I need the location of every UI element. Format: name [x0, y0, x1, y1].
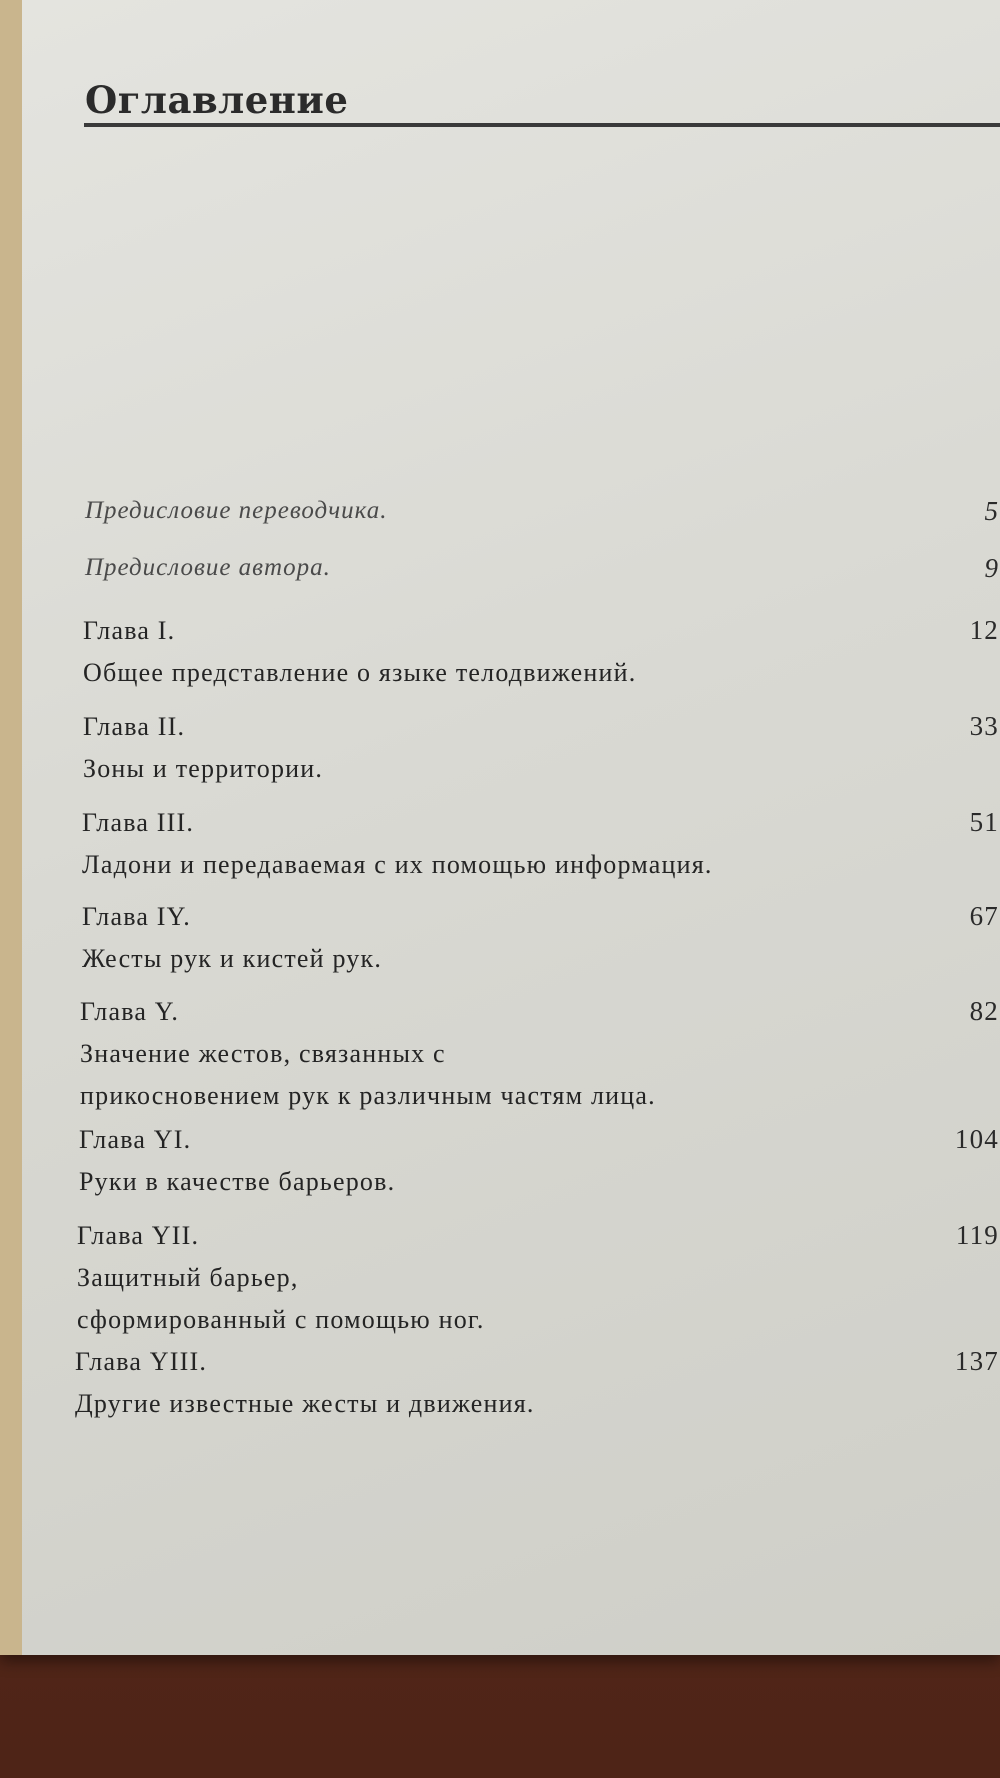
toc-entry-chapter-7[interactable] [74, 1215, 999, 1341]
chapter-title-line: сформированный с помощью ног. [77, 1305, 485, 1334]
chapter-title: Ладони и передаваемая с их помощью информация. [82, 850, 713, 879]
chapter-title: Зоны и территории. [83, 754, 324, 783]
chapter-title-line: Значение жестов, связанных с [80, 1039, 446, 1068]
title-underline [84, 123, 1000, 127]
chapter-label: Глава III. [82, 808, 195, 837]
toc-page-number: 67 [969, 901, 999, 931]
toc-entry-chapter-4[interactable] [74, 896, 999, 991]
toc-entry-chapter-1[interactable] [74, 610, 999, 706]
toc-page-number: 12 [969, 615, 999, 645]
toc-entry-translator-preface[interactable] [74, 496, 999, 553]
chapter-label: Глава I. [83, 616, 176, 645]
toc-page-number: 104 [954, 1124, 999, 1154]
chapter-label: Глава IY. [82, 902, 191, 931]
toc-page-number: 137 [954, 1346, 999, 1376]
toc-page-number: 119 [955, 1220, 999, 1250]
toc-page-number: 82 [969, 996, 999, 1026]
chapter-title: Другие известные жесты и движения. [75, 1389, 535, 1418]
chapter-title-line: прикосновением рук к различным частям лица. [80, 1081, 656, 1110]
toc-page-number: 9 [984, 553, 999, 583]
chapter-label: Глава II. [83, 712, 186, 741]
chapter-title: Руки в качестве барьеров. [79, 1167, 396, 1196]
chapter-title: Жесты рук и кистей рук. [82, 944, 383, 973]
chapter-title: Общее представление о языке телодвижений. [83, 658, 637, 687]
chapter-label: Глава Y. [80, 997, 180, 1026]
toc-entry-chapter-3[interactable] [74, 802, 999, 896]
chapter-label: Глава YI. [79, 1125, 192, 1154]
chapter-label: Глава YII. [77, 1221, 200, 1250]
toc-entry-title: Предисловие автора. [85, 554, 331, 581]
toc-entry-author-preface[interactable] [74, 553, 999, 610]
table-of-contents [74, 496, 999, 1431]
toc-page-number: 51 [969, 807, 999, 837]
toc-page-number: 33 [969, 711, 999, 741]
toc-entry-chapter-6[interactable] [74, 1119, 999, 1215]
toc-entry-chapter-8[interactable] [74, 1341, 999, 1431]
toc-page-number: 5 [984, 496, 999, 526]
page-title: Оглавление [85, 78, 349, 122]
toc-entry-chapter-5[interactable] [74, 991, 999, 1119]
toc-entry-title: Предисловие переводчика. [85, 497, 388, 524]
toc-entry-chapter-2[interactable] [74, 706, 999, 802]
chapter-label: Глава YIII. [75, 1347, 208, 1376]
chapter-title-line: Защитный барьер, [77, 1263, 299, 1292]
